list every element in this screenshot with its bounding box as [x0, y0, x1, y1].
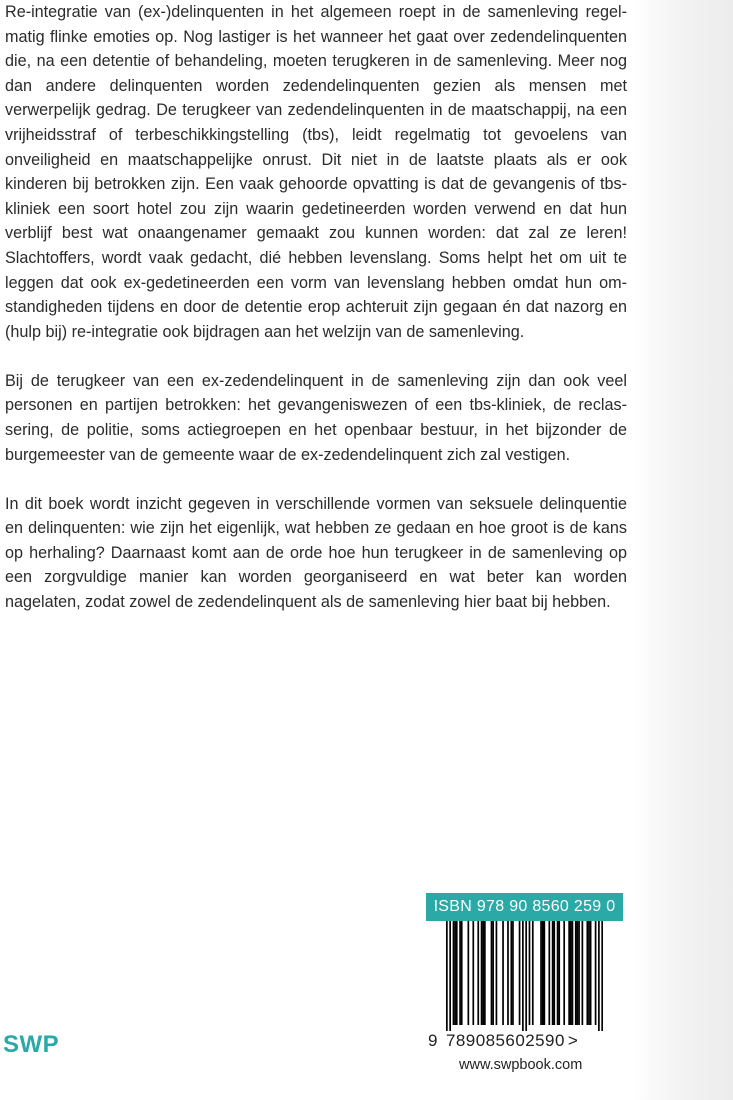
barcode-first-digit: 9: [428, 1031, 438, 1050]
barcode-bar: [601, 921, 603, 1031]
barcode-bar: [456, 921, 458, 1025]
publisher-logo: SWP: [3, 1031, 60, 1058]
barcode-bar: [477, 921, 479, 1025]
barcode-bar: [459, 921, 461, 1025]
barcode-bar: [529, 921, 531, 1025]
barcode-bar: [453, 921, 455, 1025]
barcode-bar: [544, 921, 546, 1025]
barcode-bar: [568, 921, 570, 1025]
barcode-bar: [454, 921, 456, 1025]
barcode-bar: [496, 921, 498, 1025]
barcode-bar: [552, 921, 554, 1025]
barcode-bar: [491, 921, 493, 1025]
barcode-bar: [557, 921, 559, 1025]
barcode-bar: [595, 921, 597, 1025]
barcode-bar: [532, 921, 534, 1025]
barcode-bar: [590, 921, 592, 1025]
barcode-bar: [598, 921, 600, 1031]
barcode-bar: [482, 921, 484, 1025]
barcode-bar: [578, 921, 580, 1025]
barcode-bar: [472, 921, 474, 1025]
barcode-quiet-zone-mark: >: [567, 1031, 578, 1050]
paragraph-2: Bij de terugkeer van een ex-zedendelinquent in de samenleving zijn dan ook veel personen en partijen betrokken: het gevangeniswezen of een tbs-kliniek, de reclassering, de politie, soms actiegroepen en het openbaar bestuur, in het bijzonder de burgemeester van de gemeente waar de ex-zedendelinquent zich zal vestigen.: [5, 371, 627, 464]
barcode-bar: [446, 921, 448, 1031]
barcode-bar: [512, 921, 514, 1025]
barcode-bar: [548, 921, 550, 1025]
barcode-bar: [586, 921, 588, 1025]
barcode-bar: [510, 921, 512, 1025]
barcode-bar: [461, 921, 463, 1025]
barcode-bar: [570, 921, 572, 1025]
barcode-digits: [428, 1031, 628, 1051]
barcode-image: [446, 921, 603, 1031]
barcode-digit-string: 789085602590: [446, 1031, 565, 1050]
back-cover-text: [5, 0, 627, 639]
barcode-bar: [572, 921, 574, 1025]
publisher-website: www.swpbook.com: [459, 1057, 583, 1073]
paragraph-1: Re-integratie van (ex-)delinquenten in het algemeen roept in de samenleving regelmatig flinke emoties op. Nog lastiger is het wanneer het gaat over zedendelinquenten die, na een detentie of behandeling, moeten terugkeren in de samenleving. Meer nog dan andere delinquenten worden zedendelinquenten gezien als mensen met verwerpelijk gedrag. De terugkeer van zedendelinquenten in de maatschappij, na een vrijheidsstraf of terbeschikkingstelling (tbs), leidt regelmatig tot gevoelens van onveiligheid en maatschappelijke onrust. Dit niet in de laatste plaats als er ook kinderen bij betrokken zijn. Een vaak gehoorde opvatting is dat de gevangenis of tbs-kliniek een soort hotel zou zijn waarin gedetineerden worden verwend en dat hun verblijf best wat onaangenamer gemaakt zou kunnen worden: dat zal ze leren! Slachtoffers, wordt vaak gedacht, dié hebben levenslang. Soms helpt het om uit te leggen dat ook ex-gedetineerden een vorm van levenslang hebben omdat hun omstandigheden tijdens en door de detentie erop achteruit zijn gegaan én dat nazorg en (hulp bij) re-integratie ook bijdragen aan het welzijn van de samenleving.: [5, 3, 627, 341]
barcode-bar: [502, 921, 504, 1025]
barcode-bar: [449, 921, 451, 1031]
barcode-bar: [558, 921, 560, 1025]
barcode-bar: [519, 921, 521, 1025]
barcode-bar: [492, 921, 494, 1025]
barcode-bar: [582, 921, 584, 1025]
paragraph-3: In dit boek wordt inzicht gegeven in verschillende vormen van seksuele delinquentie en delinquenten: wie zijn het eigenlijk, wat hebben ze gedaan en hoe groot is de kans op herhaling? Daarnaast komt aan de orde hoe hun terugkeer in de samenleving op een zorgvuldige manier kan worden georganiseerd en wat beter kan worden nagelaten, zodat zowel de zedendelinquent als de samenleving hier baat bij hebben.: [5, 494, 627, 612]
barcode-bar: [540, 921, 542, 1025]
barcode-bar: [553, 921, 555, 1025]
barcode-bar: [481, 921, 483, 1025]
isbn-label: ISBN 978 90 8560 259 0: [426, 893, 623, 921]
barcode-bar: [577, 921, 579, 1025]
barcode-bar: [507, 921, 509, 1025]
barcode-bar: [575, 921, 577, 1025]
barcode-bar: [542, 921, 544, 1025]
barcode-bar: [484, 921, 486, 1025]
barcode-bar: [522, 921, 524, 1031]
barcode-bar: [525, 921, 527, 1031]
barcode-bar: [467, 921, 469, 1025]
barcode-bar: [588, 921, 590, 1025]
barcode-bar: [563, 921, 565, 1025]
